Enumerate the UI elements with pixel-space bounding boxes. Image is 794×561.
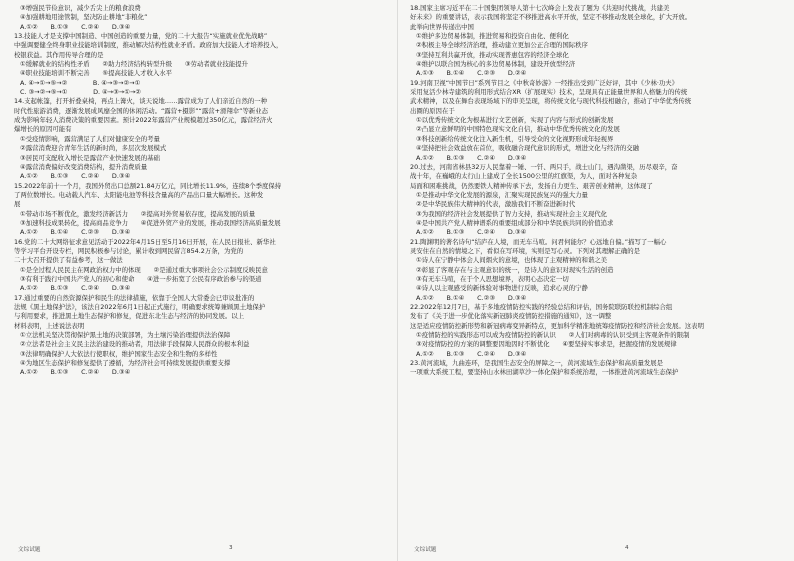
question-line: 16.党的二十大网络征求意见活动于2022年4月15日至5月16日开展，在人民日报社、新华社 bbox=[14, 237, 276, 246]
page-footer bbox=[410, 545, 782, 555]
option-line: ④诗人以主观感受的新体验对事物进行反映，追求心灵的宁静 bbox=[416, 284, 588, 293]
option-line: ③增强民节俭意识，减少舌尖上的粮食浪费 bbox=[20, 4, 141, 12]
question-line: 局面和困难挑战，仍然要铁人精神传承下去，发扬自力更生、艰苦创业精神，这体现了 bbox=[410, 181, 653, 190]
option-line: ③科技创新给传统文化注入新生机，引导受众的文化视野形成年轻视界 bbox=[416, 134, 614, 143]
question-line: 二十大召开提供了有益参考，这一做法 bbox=[14, 256, 123, 265]
option-line: C. ③→②→⑤→① D. ④→③→①→② bbox=[20, 88, 142, 97]
option-line: ①是推动中华文化发展的源泉，汇聚实现民族复兴的强大力量 bbox=[416, 190, 588, 199]
option-line: ③有无车马喧，在于个人思想境界，表明心态决定一切 bbox=[416, 274, 569, 283]
question-line: 武术精神，以及在舞台表现场域下的审美呈现，将传统文化与现代科技相融合，推动了中华优秀传统 bbox=[410, 97, 692, 106]
question-line: 展 bbox=[14, 200, 21, 209]
option-line: A.①③ B.①④ C.②③ D.②④ bbox=[416, 69, 527, 78]
question-line: 19.河南卫视“中国节日”系列节目之《中秋奇妙游》一经推出受到广泛好评，其中《少林·功夫》 bbox=[410, 78, 679, 87]
question-line: 爆增长的原因可能有 bbox=[14, 125, 72, 134]
right-column bbox=[410, 4, 782, 378]
footer-label: 文综试题 bbox=[414, 547, 437, 553]
question-line: 14.支起帐篷，打开折叠桌椅，再点上篝火，谈天说地……露营成为了人们亲近自然的一种 bbox=[14, 97, 268, 106]
option-line: ②立法者是社会主义民主法治建设的推动者，用法律手段保障人民群众的根本利益 bbox=[20, 340, 250, 349]
question-line: 一项重大系统工程，要坚持山水林田湖草沙一体化保护和系统治理，一体推进黄河流域生态保护 bbox=[410, 368, 679, 377]
option-line: ④职业技能培训不断完善 ⑤提高技能人才收入水平 bbox=[20, 69, 173, 78]
option-line: A. ④→①→⑤→② B. ④→③→②→① bbox=[20, 78, 141, 87]
option-line: ②是中华民族伟大精神的代表，激励我们不断奋进新时代 bbox=[416, 200, 576, 209]
question-line: 校银获益。其作用传导合理的是 bbox=[14, 50, 104, 59]
question-line: 好未来》的重要讲话，表示我国将坚定不移推进高水平开放，坚定不移推动发展全球化，扩大开放。 bbox=[410, 13, 692, 22]
question-line: 材料表明，上述说法表明 bbox=[14, 321, 85, 330]
option-line: A.①② B.①④ C.②③ D.③④ bbox=[20, 228, 131, 237]
option-line: ①是全过程人民民主在网政治权力中的体现 ②是通过重大事项社会公示制度反映民意 bbox=[20, 265, 268, 274]
question-line: 时代性旅游消费，逐渐发展成风靡全国的休闲活动。“露营+摄影”“露营+滑翔伞”等新业态 bbox=[14, 106, 269, 115]
question-line: 法规《黑土地保护法》，该法自2022年6月1日起正式施行，明确要求统筹兼顾黑土地保护 bbox=[14, 303, 266, 311]
question-line: 20.过去，河南省林县32万人民靠着一锤、一钎、两只手，战士山门，遇沟凿渠，历尽艰辛，奋 bbox=[410, 162, 678, 171]
option-line: A.①② B.①③ C.②④ D.③④ bbox=[20, 368, 131, 377]
option-line: ③法律明确保护人大依法行使职权，维护国家生态安全和生物的多样性 bbox=[20, 349, 218, 358]
option-line: A.①② B.①③ C.②④ D.③④ bbox=[416, 153, 527, 162]
option-line: ③有利于践行中国共产党人的初心和使命 ④进一步拓宽了公民有序政治参与的渠道 bbox=[20, 274, 262, 283]
option-line: ①诗人在宁静中体会人间烟火的意境，也体现了主观精神的和谐之美 bbox=[416, 256, 608, 265]
question-line: 13.技能人才是支撑中国制造、中国创造的重要力量，党的二十大报告“实施就业优先战略” bbox=[14, 32, 268, 41]
option-line: ②露营消费迎合青年生活的新时尚，多层次发展模式 bbox=[20, 144, 167, 153]
option-line: ④维护以联合国为核心的多边贸易体制，建设开放型经济 bbox=[416, 60, 576, 69]
option-line: ②积极主导全球经济治理，推动建立更加公正合理的国际秩序 bbox=[416, 41, 588, 50]
option-line: ③对疫情防控的方案的调整要因地因时不断优化 ④要坚持实事求是，把握疫情的发展规律 bbox=[416, 340, 677, 349]
option-line: ①立法机关坚决贯彻保护黑土地的决策部署，为土壤污染治理提供法治保障 bbox=[20, 331, 231, 340]
option-line: ①受疫情影响，露营满足了人们对健康安全的考量 bbox=[20, 134, 160, 143]
question-line: 15.2022年前十一个月，我国外贸出口总额21.84万亿元，同比增长11.9%，连续8个季度保持 bbox=[14, 181, 282, 190]
option-line: ①缓解就业的结构性矛盾 ②助力经济结构转型升级 ③劳动者就业技能提升 bbox=[20, 60, 249, 69]
page-3 bbox=[14, 0, 394, 561]
option-line: ④坚持把社会效益放在首位，吸收融合现代意识的形式，增进文化与经济的交融 bbox=[416, 144, 640, 153]
page-number: 4 bbox=[625, 545, 629, 551]
option-line: ③居民可支配收入增长是露营产业快速发展的基础 bbox=[20, 153, 160, 162]
option-line: ①疫情防控的实践形态可以成为疫情防控的新认识 ②人们对病毒的认识受到主客观条件的限制 bbox=[416, 331, 690, 340]
option-line: ④加强耕地用途管制，坚决防止耕地“非粮化” bbox=[20, 13, 148, 22]
option-line: A.①② B.①③ C.②④ D.③④ bbox=[20, 22, 131, 31]
page-4 bbox=[410, 0, 790, 561]
question-line: 23.黄河流域，九曲连环，是我国生态安全的屏障之一，黄河流域生态保护和高质量发展是 bbox=[410, 359, 664, 368]
option-line: ①带动市场不断优化，激发经济新活力 ②提高对外贸易依存度，提高发展的质量 bbox=[20, 209, 256, 218]
question-line: 17.通过重要的自然资源保护和民生的法律措施，依靠于全国人大常委会已审议批准的 bbox=[14, 293, 255, 302]
question-line: 出圈的原因在于 bbox=[410, 106, 455, 115]
question-line: 采用复活少林寺建筑的利用形式结合XR（扩展现实）技术，呈现具有正能量世界和人格魅力的传统 bbox=[410, 88, 688, 97]
option-line: ③加速科技成果转化，提高商品竞争力 ④促进外贸产业的发展，推动我国经济高质量发展 bbox=[20, 218, 281, 227]
option-line: ②凸显立意鲜明的中国特色现实文化自信，推动中华优秀传统文化的发展 bbox=[416, 125, 620, 134]
page-divider bbox=[397, 0, 398, 561]
option-line: ③为我国的经济社会发展提供了智力支持，推动实现社会主义现代化 bbox=[416, 209, 608, 218]
question-line: 灵安住在自然的情境之下，看似在写环境，实则是写心灵。下列对其理解正确的是 bbox=[410, 246, 641, 255]
option-line: ①维护多边贸易体制，推进贸易和投资自由化、便利化 bbox=[416, 32, 569, 41]
question-line: 发布了《关于进一步优化落实新冠肺炎疫情防控措施的通知》，这一调整 bbox=[410, 312, 612, 321]
page-number: 3 bbox=[229, 545, 233, 551]
question-line: 18.国家主席习近平在二十国集团领导人第十七次峰会上发表了题为《共迎时代挑战，共建美 bbox=[410, 4, 670, 12]
question-line: 与利用要求，推进黑土地生态保护和修复，促进东北生态与经济的协同发展。以上 bbox=[14, 312, 245, 321]
option-line: A.①② B.①③ C.②④ D.③④ bbox=[20, 172, 131, 181]
footer-label: 文综试题 bbox=[18, 547, 41, 553]
option-line: ④露营消费偏好改变消费结构，提升消费质量 bbox=[20, 162, 148, 171]
question-line: 等学习平台开设专栏，网民积极参与讨论，累计收到网民留言854.2万条，为党的 bbox=[14, 246, 244, 255]
question-line: 成为影响年轻人消费决策的重要因素。预计2022年露营产业规模超过350亿元，露营经济火 bbox=[14, 116, 273, 125]
left-column bbox=[14, 4, 386, 378]
option-line: A.①② B.①③ C.②④ D.③④ bbox=[416, 228, 527, 237]
option-line: ④为地区生态保护和修复提供了遵循，为经济社会可持续发展提供重要支撑 bbox=[20, 359, 231, 368]
option-line: ①以优秀传统文化为根基进行文艺创新，实现了内容与形式的创新发展 bbox=[416, 116, 614, 125]
question-line: 此举向世界传递出中国 bbox=[410, 22, 474, 31]
question-line: 21.陶渊明的著名诗句“结庐在人境，而无车马喧。问君何能尔？心远地自偏。”描写了一幅心 bbox=[410, 237, 667, 246]
question-line: 这是适应疫情防控新形势和新冠病毒变异新特点，更加科学精准地统筹疫情防控和经济社会发展。这表明 bbox=[410, 321, 704, 330]
question-line: 中强调要健全终身职业技能培训制度，推动解决结构性就业矛盾。政府加大技能人才培养投入， bbox=[14, 41, 283, 50]
option-line: A.①② B.①③ C.②④ D.③④ bbox=[416, 349, 527, 358]
option-line: A.①② B.①④ C.②③ D.③④ bbox=[416, 293, 527, 302]
option-line: ④是中国共产党人精神谱系的重要组成部分和中华民族共同的价值追求 bbox=[416, 218, 614, 227]
option-line: A.①② B.①③ C.②④ D.③④ bbox=[20, 284, 131, 293]
question-line: 战十年，在巍峨的太行山上建成了全长1500公里的红旗渠，为人，面对各种复杂 bbox=[410, 172, 638, 181]
option-line: ③坚持互利共赢开放，推动实现普惠包容的经济全球化 bbox=[416, 50, 569, 59]
page-footer bbox=[14, 545, 386, 555]
option-line: ②彰显了客观存在与主观意识的统一，是诗人的意识对现实生活的创造 bbox=[416, 265, 614, 274]
question-line: 了两位数增长。电动载人汽车、太阳能电池等科技含量高的产品出口量大幅增长。这种发 bbox=[14, 190, 264, 199]
question-line: 22.2022年12月7日，基于多地疫情防控实践的经验总结和评估，国务院联防联控机制综合组 bbox=[410, 303, 673, 311]
